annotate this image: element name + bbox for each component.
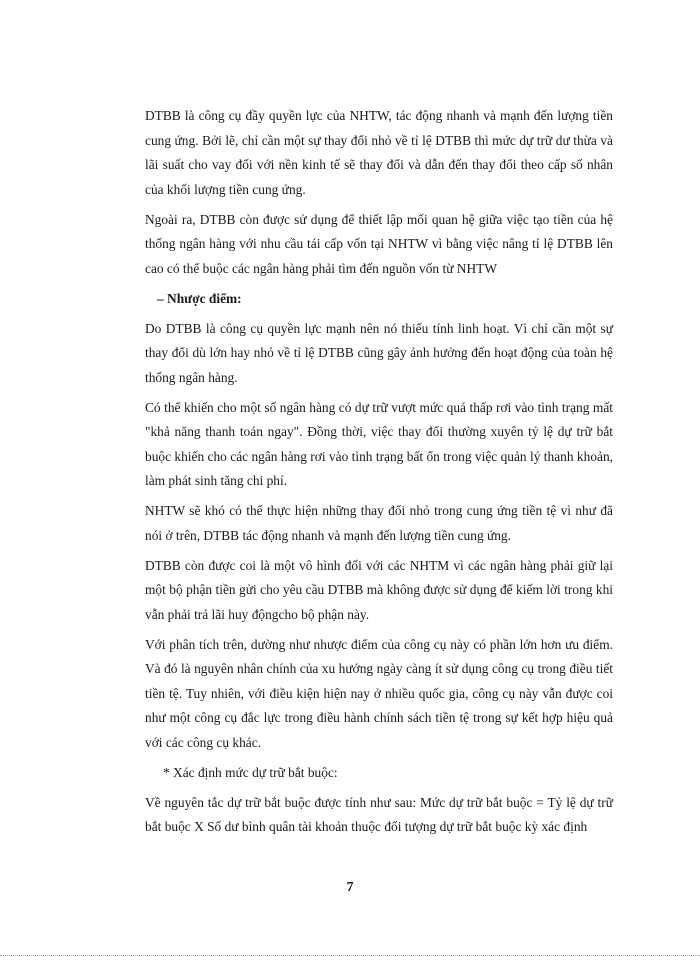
bottom-divider bbox=[0, 955, 700, 956]
subheading-reserve-determination: * Xác định mức dự trữ bắt buộc: bbox=[163, 764, 338, 780]
paragraph-liquidity-risk: Có thể khiến cho một số ngân hàng có dự trữ vượt mức quá thấp rơi vào tình trạng mất "khả năng thanh toán ngay". Đồng thời, việc thay đổi thường xuyên tỷ lệ dự trữ bắt buộc khiến cho các ngân hàng rơi vào tình trạng bất ổn trong việc quản lý thanh khoản, làm phát sinh tăng chi phí. bbox=[145, 399, 613, 488]
paragraph-dtbb-power: DTBB là công cụ đầy quyền lực của NHTW, tác động nhanh và mạnh đến lượng tiền cung ứng. Bởi lẽ, chỉ cần một sự thay đổi nhỏ về tỉ lệ DTBB thì mức dự trữ dư thừa và lãi suất cho vay đối với nền kinh tế sẽ thay đổi và dẫn đến thay đổi theo cấp số nhân của khối lượng tiền cung ứng. bbox=[145, 108, 613, 197]
page-number: 7 bbox=[346, 880, 354, 895]
heading-disadvantages: – Nhược điểm: bbox=[157, 290, 242, 306]
paragraph-analysis: Với phân tích trên, dường như nhược điểm của công cụ này có phần lớn hơn ưu điểm. Và đó là nguyên nhân chính của xu hướng ngày càng ít sử dụng công cụ trong điều tiết tiền tệ. Tuy nhiên, với điều kiện hiện nay ở nhiều quốc gia, công cụ này vẫn được coi như một công cụ đắc lực trong điều hành chính sách tiền tệ trong sự kết hợp hiệu quả với các công cụ khác. bbox=[145, 636, 613, 750]
paragraph-inflexibility: Do DTBB là công cụ quyền lực mạnh nên nó thiếu tính linh hoạt. Vì chỉ cần một sự thay đổi dù lớn hay nhỏ về tỉ lệ DTBB cũng gây ảnh hưởng đến hoạt động của toàn hệ thống ngân hàng. bbox=[145, 320, 613, 385]
paragraph-small-changes: NHTW sẽ khó có thể thực hiện những thay đổi nhỏ trong cung ứng tiền tệ vì như đã nói ở trên, DTBB tác động nhanh và mạnh đến lượng tiền cung ứng. bbox=[145, 503, 613, 543]
paragraph-reserve-formula: Về nguyên tắc dự trữ bắt buộc được tính như sau: Mức dự trữ bắt buộc = Tỷ lệ dự trữ bắt buộc X Số dư bình quân tài khoản thuộc đối tượng dự trữ bắt buộc kỳ xác định bbox=[145, 794, 613, 834]
paragraph-dtbb-refinance: Ngoài ra, DTBB còn được sử dụng để thiết lập mối quan hệ giữa việc tạo tiền của hệ thống ngân hàng với nhu cầu tái cấp vốn tại NHTW vì bằng việc nâng tỉ lệ DTBB lên cao có thể buộc các ngân hàng phải tìm đến nguồn vốn từ NHTW bbox=[145, 211, 613, 276]
paragraph-invisible-tax: DTBB còn được coi là một vô hình đối với các NHTM vì các ngân hàng phải giữ lại một bộ phận tiền gửi cho yêu cầu DTBB mà không được sử dụng để kiếm lời trong khi vẫn phải trả lãi huy độngcho bộ phận này. bbox=[145, 557, 613, 622]
document-body bbox=[145, 104, 613, 845]
